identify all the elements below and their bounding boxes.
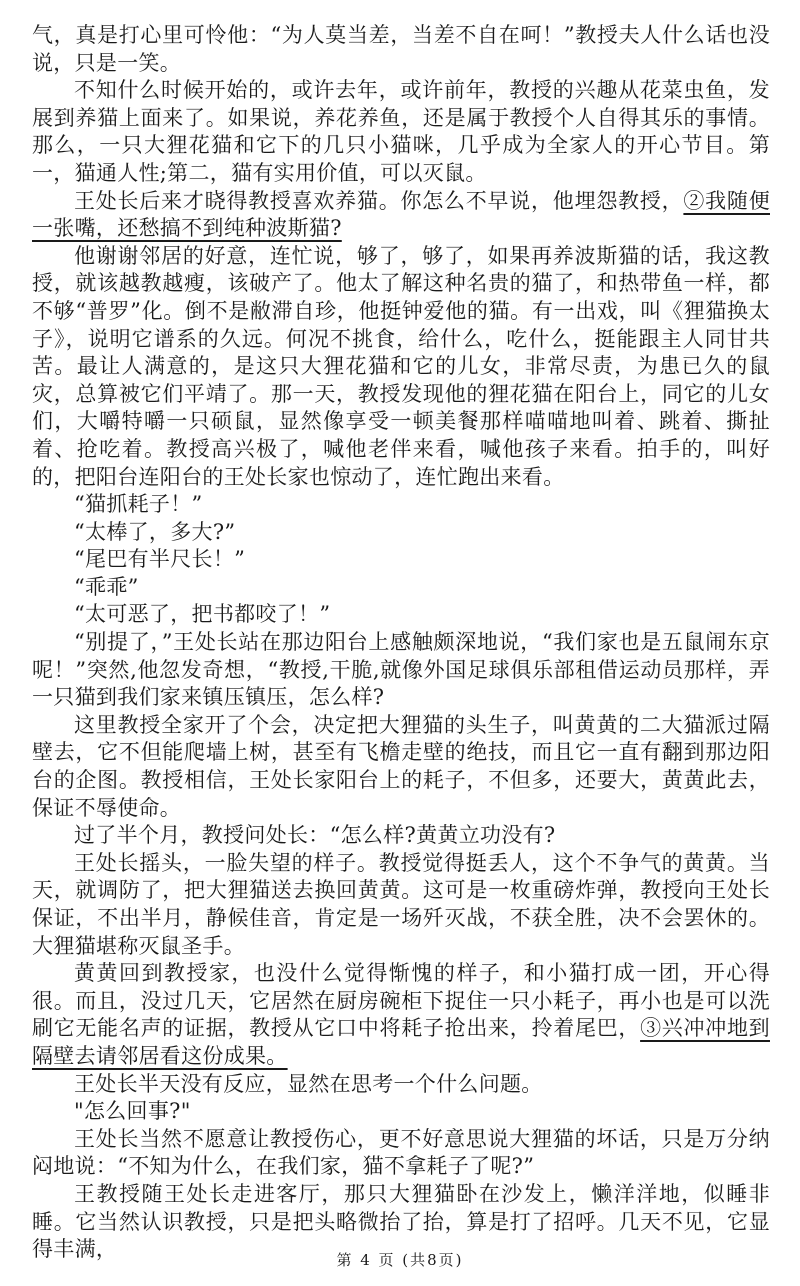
text-run: 王处长后来才晓得教授喜欢养猫。你怎么不早说，他埋怨教授， [74,188,684,213]
paragraph [32,491,770,519]
text-run: "怎么回事?" [74,1099,191,1124]
paragraph [32,22,770,77]
text-run: 不知什么时候开始的，或许去年，或许前年，教授的兴趣从花菜虫鱼，发展到养猫上面来了。如果说，养花养鱼，还是属于教授个人自得其乐的事情。那么，一只大狸花猫和它下的几只小猫咪，几乎成为全家人的开心节目。第一，猫通人性;第二，猫有实用价值，可以灭鼠。 [32,78,770,185]
underlined-passage: ②我随便一张嘴，还愁搞不到纯种波斯猫? [32,188,770,241]
text-run: “别提了，”王处长站在那边阳台上感触颇深地说，“我们家也是五鼠闹东京呢！”突然,他忽发奇想，“教授,干脆,就像外国足球俱乐部租借运动员那样，弄一只猫到我们家来镇压镇压，怎么样? [32,630,770,710]
text-run: “乖乖” [74,574,139,599]
paragraph [32,243,770,491]
paragraph [32,822,770,850]
text-run: 气，真是打心里可怜他：“为人莫当差，当差不自在呵！”教授夫人什么话也没说，只是一笑。 [32,23,770,75]
underlined-passage: ③兴冲冲地到隔壁去请邻居看这份成果。 [32,1016,770,1068]
paragraph [32,188,770,243]
paragraph [32,574,770,602]
paragraph [32,77,770,187]
text-run: 王处长摇头，一脸失望的样子。教授觉得挺丢人，这个不争气的黄黄。当天，就调防了，把大狸猫送去换回黄黄。这可是一枚重磅炸弹，教授向王处长保证，不出半月，静候佳音，肯定是一场歼灭战，不获全胜，决不会罢休的。大狸猫堪称灭鼠圣手。 [32,850,770,958]
paragraph [32,601,770,629]
text-run: “尾巴有半尺长！” [74,547,246,572]
paragraph [32,850,770,960]
paragraph [32,960,770,1070]
page-number-footer: 第 4 页 (共8页) [336,1251,464,1269]
text-run: 他谢谢邻居的好意，连忙说，够了，够了，如果再养波斯猫的话，我这教授，就该越教越瘦，该破产了。他太了解这种名贵的猫了，和热带鱼一样，都不够“普罗”化。倒不是敝滞自珍，他挺钟爱他的猫。有一出戏，叫《狸猫换太子》，说明它谱系的久远。何况不挑食，给什么，吃什么，挺能跟主人同甘共苦。最让人满意的，是这只大狸花猫和它的儿女，非常尽责，为患已久的鼠灾，总算被它们平靖了。那一天，教授发现他的狸花猫在阳台上，同它的儿女们，大嚼特嚼一只硕鼠，显然像享受一顿美餐那样喵喵地叫着、跳着、撕扯着、抢吃着。教授高兴极了，喊他老伴来看，喊他孩子来看。拍手的，叫好的，把阳台连阳台的王处长家也惊动了，连忙跑出来看。 [32,243,770,489]
paragraph [32,1098,770,1126]
text-run: “猫抓耗子！” [74,492,203,517]
text-run: 王教授随王处长走进客厅，那只大狸猫卧在沙发上，懒洋洋地，似睡非睡。它当然认识教授，只是把头略微抬了抬，算是打了招呼。几天不见，它显得丰满， [32,1181,770,1262]
text-run: 这里教授全家开了个会，决定把大狸猫的头生子，叫黄黄的二大猫派过隔壁去，它不但能爬墙上树，甚至有飞檐走壁的绝技，而且它一直有翻到那边阳台的企图。教授相信，王处长家阳台上的耗子，不但多，还要大，黄黄此去，保证不辱使命。 [32,712,770,820]
text-run: 王处长半天没有反应，显然在思考一个什么问题。 [74,1071,543,1096]
text-run: 王处长当然不愿意让教授伤心，更不好意思说大狸猫的坏话，只是万分纳闷地说：“不知为什么，在我们家，猫不拿耗子了呢?” [32,1126,770,1179]
paragraph [32,519,770,547]
text-run: 黄黄回到教授家，也没什么觉得惭愧的样子，和小猫打成一团，开心得很。而且，没过几天，它居然在厨房碗柜下捉住一只小耗子，再小也是可以洗刷它无能名声的证据，教授从它口中将耗子抢出来，拎着尾巴， [32,961,770,1041]
paragraph [32,1071,770,1099]
text-run: “太可恶了，把书都咬了！” [74,602,331,627]
paragraph [32,546,770,574]
text-run: “太棒了，多大?” [74,519,236,544]
paragraph [32,712,770,822]
paragraph [32,629,770,712]
paragraph [32,1126,770,1181]
text-run: 过了半个月，教授问处长：“怎么样?黄黄立功没有? [74,823,556,848]
